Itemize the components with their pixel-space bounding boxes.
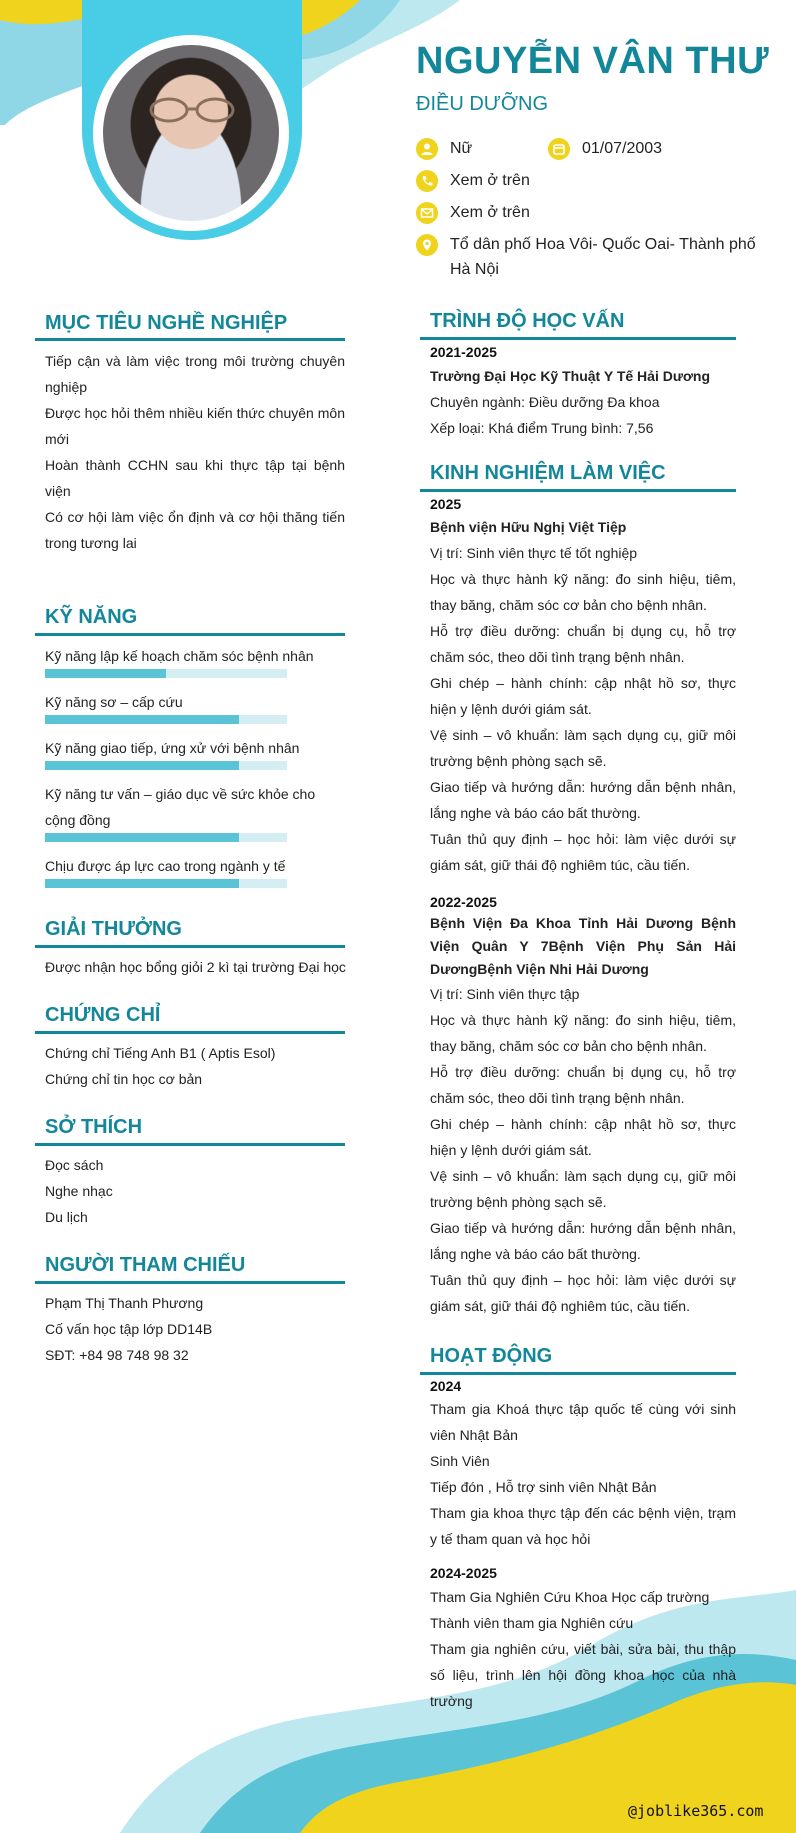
experience-heading: KINH NGHIỆM LÀM VIỆC bbox=[430, 462, 666, 484]
skill-bar-fill bbox=[45, 669, 166, 678]
phone-icon bbox=[416, 170, 438, 192]
education-heading: TRÌNH ĐỘ HỌC VẤN bbox=[430, 310, 625, 332]
skill-bar bbox=[45, 833, 287, 842]
info-address bbox=[416, 235, 756, 282]
reference-line: Phạm Thị Thanh Phương bbox=[45, 1295, 204, 1311]
activities-divider bbox=[420, 1372, 736, 1375]
experience-line: Tuân thủ quy định – học hỏi: làm việc dưới sự giám sát, giữ thái độ nghiêm túc, cầu tiến. bbox=[430, 1272, 736, 1314]
hobbies-list bbox=[45, 1152, 345, 1230]
skill-label: Kỹ năng tư vấn – giáo dục về sức khỏe cho cộng đồng bbox=[45, 786, 316, 828]
hobby-line: Đọc sách bbox=[45, 1157, 104, 1173]
skill-bar bbox=[45, 715, 287, 724]
reference-line: SĐT: +84 98 748 98 32 bbox=[45, 1347, 189, 1363]
certificates-list bbox=[45, 1040, 345, 1092]
activity-entry bbox=[430, 1584, 736, 1714]
experience-divider bbox=[420, 489, 736, 492]
references-heading: NGƯỜI THAM CHIẾU bbox=[45, 1254, 246, 1276]
experience-line: Ghi chép – hành chính: cập nhật hồ sơ, thực hiện y lệnh dưới giám sát. bbox=[430, 1116, 736, 1158]
skill-bar-fill bbox=[45, 715, 239, 724]
awards-divider bbox=[35, 945, 345, 948]
hobby-line: Du lịch bbox=[45, 1209, 88, 1225]
gender-value: Nữ bbox=[450, 140, 473, 157]
activity-line: Tham gia khoa thực tập đến các bệnh viện, trạm y tế tham quan và học hỏi bbox=[430, 1505, 736, 1547]
education-line: Chuyên ngành: Điều dưỡng Đa khoa bbox=[430, 394, 660, 410]
experience-line: Hỗ trợ điều dưỡng: chuẩn bị dụng cụ, hỗ trợ chăm sóc, theo dõi tình trạng bệnh nhân. bbox=[430, 623, 736, 665]
avatar bbox=[103, 45, 279, 221]
experience-line: Giao tiếp và hướng dẫn: hướng dẫn bệnh nhân, lắng nghe và báo cáo bất thường. bbox=[430, 779, 736, 821]
objective-heading: MỤC TIÊU NGHỀ NGHIỆP bbox=[45, 312, 288, 334]
experience-year: 2022-2025 bbox=[430, 894, 497, 910]
calendar-icon bbox=[548, 138, 570, 160]
activity-line: Tham gia Khoá thực tập quốc tế cùng với sinh viên Nhật Bản bbox=[430, 1401, 736, 1443]
watermark: @joblike365.com bbox=[628, 1802, 764, 1820]
phone-value: Xem ở trên bbox=[450, 172, 530, 189]
experience-entry bbox=[430, 514, 736, 878]
hobby-line: Nghe nhạc bbox=[45, 1183, 113, 1199]
certificates-divider bbox=[35, 1031, 345, 1034]
person-icon bbox=[416, 138, 438, 160]
activity-entry bbox=[430, 1396, 736, 1552]
certificate-line: Chứng chỉ Tiếng Anh B1 ( Aptis Esol) bbox=[45, 1045, 276, 1061]
email-value: Xem ở trên bbox=[450, 204, 530, 221]
experience-line: Vệ sinh – vô khuẩn: làm sạch dụng cụ, giữ môi trường bệnh phòng sạch sẽ. bbox=[430, 727, 736, 769]
job-title: ĐIỀU DƯỠNG bbox=[416, 93, 549, 115]
info-phone bbox=[416, 171, 530, 193]
references-divider bbox=[35, 1281, 345, 1284]
education-line: Xếp loại: Khá điểm Trung bình: 7,56 bbox=[430, 420, 654, 436]
candidate-name: NGUYỄN VÂN THƯ bbox=[416, 40, 770, 82]
skill-label: Kỹ năng sơ – cấp cứu bbox=[45, 694, 183, 710]
location-pin-icon bbox=[416, 234, 438, 256]
objective-line: Hoàn thành CCHN sau khi thực tập tại bệnh viện bbox=[45, 457, 345, 499]
skill-bar-fill bbox=[45, 879, 239, 888]
award-line: Được nhận học bổng giỏi 2 kì tại trường Đại học bbox=[45, 959, 346, 975]
activities-heading: HOẠT ĐỘNG bbox=[430, 1345, 553, 1367]
mail-icon bbox=[416, 202, 438, 224]
dob-value: 01/07/2003 bbox=[582, 140, 663, 157]
references-list bbox=[45, 1290, 345, 1368]
certificate-line: Chứng chỉ tin học cơ bản bbox=[45, 1071, 203, 1087]
skill-label: Kỹ năng giao tiếp, ứng xử với bệnh nhân bbox=[45, 740, 300, 756]
objective-line: Có cơ hội làm việc ổn định và cơ hội thăng tiến trong tương lai bbox=[45, 509, 345, 551]
hobbies-divider bbox=[35, 1143, 345, 1146]
address-value: Tổ dân phố Hoa Vôi- Quốc Oai- Thành phố Hà Nội bbox=[450, 236, 756, 278]
experience-org: Bệnh Viện Đa Khoa Tỉnh Hải Dương Bệnh Viện Quân Y 7Bệnh Viện Phụ Sản Hải DươngBệnh Viện Nhi Hải Dương bbox=[430, 915, 736, 977]
experience-line: Vệ sinh – vô khuẩn: làm sạch dụng cụ, giữ môi trường bệnh phòng sạch sẽ. bbox=[430, 1168, 736, 1210]
experience-line: Giao tiếp và hướng dẫn: hướng dẫn bệnh nhân, lắng nghe và báo cáo bất thường. bbox=[430, 1220, 736, 1262]
experience-line: Học và thực hành kỹ năng: đo sinh hiệu, tiêm, thay băng, chăm sóc cơ bản cho bệnh nhân. bbox=[430, 571, 736, 613]
experience-role: Vị trí: Sinh viên thực tế tốt nghiệp bbox=[430, 545, 638, 561]
experience-role: Vị trí: Sinh viên thực tập bbox=[430, 986, 580, 1002]
education-school: Trường Đại Học Kỹ Thuật Y Tế Hải Dương bbox=[430, 368, 711, 384]
skills-heading: KỸ NĂNG bbox=[45, 606, 138, 628]
activity-year: 2024-2025 bbox=[430, 1565, 497, 1581]
awards-heading: GIẢI THƯỞNG bbox=[45, 918, 182, 940]
activity-line: Tiếp đón , Hỗ trợ sinh viên Nhật Bản bbox=[430, 1479, 657, 1495]
objective-list bbox=[45, 348, 345, 556]
glasses-drawing bbox=[147, 97, 237, 123]
objective-line: Tiếp cận và làm việc trong môi trường chuyên nghiệp bbox=[45, 353, 345, 395]
education-divider bbox=[420, 337, 736, 340]
skill-bar bbox=[45, 761, 287, 770]
reference-line: Cố vấn học tập lớp DD14B bbox=[45, 1321, 213, 1337]
activity-line: Tham Gia Nghiên Cứu Khoa Học cấp trường bbox=[430, 1589, 710, 1605]
hobbies-heading: SỞ THÍCH bbox=[45, 1116, 143, 1138]
skill-bar-fill bbox=[45, 761, 239, 770]
experience-line: Học và thực hành kỹ năng: đo sinh hiệu, tiêm, thay băng, chăm sóc cơ bản cho bệnh nhân. bbox=[430, 1012, 736, 1054]
experience-line: Hỗ trợ điều dưỡng: chuẩn bị dụng cụ, hỗ trợ chăm sóc, theo dõi tình trạng bệnh nhân. bbox=[430, 1064, 736, 1106]
experience-entry bbox=[430, 912, 736, 1319]
education-details bbox=[430, 363, 736, 441]
activity-line: Sinh Viên bbox=[430, 1453, 490, 1469]
experience-org: Bệnh viện Hữu Nghị Việt Tiệp bbox=[430, 519, 627, 535]
experience-line: Ghi chép – hành chính: cập nhật hồ sơ, thực hiện y lệnh dưới giám sát. bbox=[430, 675, 736, 717]
certificates-heading: CHỨNG CHỈ bbox=[45, 1004, 161, 1026]
info-gender bbox=[416, 139, 472, 161]
info-email bbox=[416, 203, 530, 225]
objective-divider bbox=[35, 338, 345, 341]
objective-line: Được học hỏi thêm nhiều kiến thức chuyên môn mới bbox=[45, 405, 345, 447]
experience-line: Tuân thủ quy định – học hỏi: làm việc dưới sự giám sát, giữ thái độ nghiêm túc, cầu tiến. bbox=[430, 831, 736, 873]
skill-bar bbox=[45, 669, 287, 678]
skill-label: Kỹ năng lập kế hoạch chăm sóc bệnh nhân bbox=[45, 648, 314, 664]
skills-divider bbox=[35, 633, 345, 636]
education-year: 2021-2025 bbox=[430, 344, 497, 360]
skill-bar bbox=[45, 879, 287, 888]
skill-bar-fill bbox=[45, 833, 239, 842]
skill-label: Chịu được áp lực cao trong ngành y tế bbox=[45, 858, 286, 874]
activity-year: 2024 bbox=[430, 1378, 462, 1394]
activity-line: Thành viên tham gia Nghiên cứu bbox=[430, 1615, 634, 1631]
info-dob bbox=[548, 139, 662, 161]
activity-line: Tham gia nghiên cứu, viết bài, sửa bài, thu thập số liệu, trình lên hội đồng khoa học của nhà trường bbox=[430, 1641, 736, 1709]
experience-year: 2025 bbox=[430, 496, 462, 512]
